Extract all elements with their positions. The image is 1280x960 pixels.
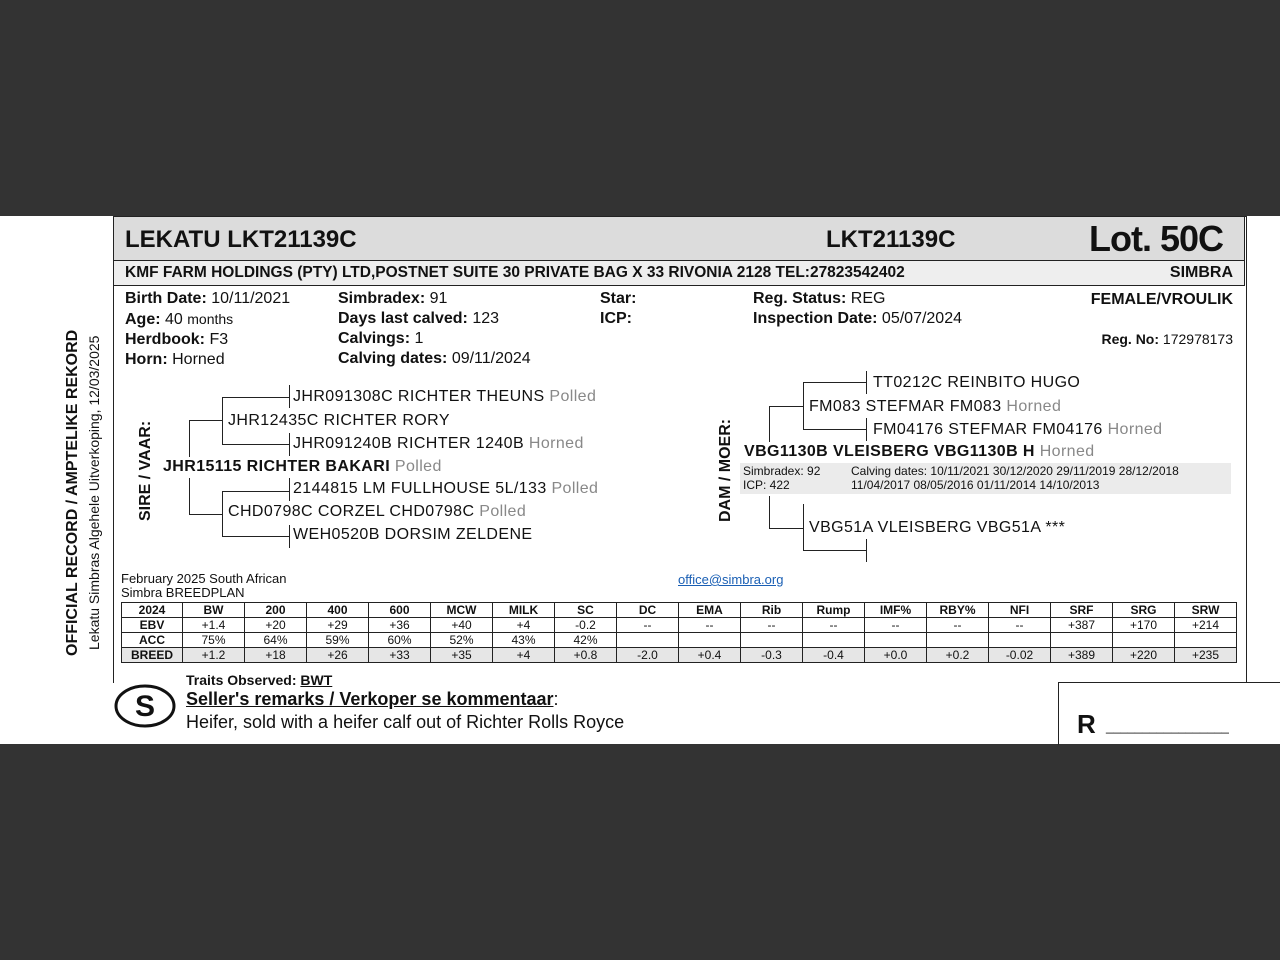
ebv-header-cell: SRW [1175, 603, 1237, 618]
ebv-header-cell: SRG [1113, 603, 1175, 618]
remarks-text: Heifer, sold with a heifer calf out of Richter Rolls Royce [186, 712, 625, 732]
ebv-header-cell: DC [617, 603, 679, 618]
sire-name: JHR15115 RICHTER BAKARI Polled [163, 458, 442, 475]
ebv-cell: 43% [493, 633, 555, 648]
breed-label: SIMBRA [1169, 264, 1233, 281]
ebv-cell: 75% [183, 633, 245, 648]
age: 40 [165, 311, 183, 328]
info-col-1: Birth Date: 10/11/2021 Age: 40 months Herdbook: F3 Horn: Horned [125, 290, 291, 368]
ebv-header-cell: 400 [307, 603, 369, 618]
days-last-calved: 123 [472, 310, 500, 327]
ebv-cell: -- [679, 618, 741, 633]
ebv-table [121, 602, 1237, 663]
sire-sire: JHR12435C RICHTER RORY [228, 412, 450, 429]
ebv-cell [989, 633, 1051, 648]
ebv-cell [617, 633, 679, 648]
ebv-cell [1175, 633, 1237, 648]
ebv-cell: 64% [245, 633, 307, 648]
ebv-header-cell: MILK [493, 603, 555, 618]
ebv-header-cell: BW [183, 603, 245, 618]
sire-dam: CHD0798C CORZEL CHD0798C Polled [228, 503, 527, 520]
ebv-cell [1113, 633, 1175, 648]
ebv-header-row [122, 603, 1237, 618]
traits-observed: Traits Observed: BWT [186, 672, 333, 688]
ebv-cell: -0.4 [803, 648, 865, 663]
dam-name: VBG1130B VLEISBERG VBG1130B H Horned [744, 443, 1095, 460]
price-r-label: R [1077, 709, 1096, 739]
ebv-cell: +1.2 [183, 648, 245, 663]
ebv-cell: +29 [307, 618, 369, 633]
ebv-row [122, 648, 1237, 663]
horn: Horned [172, 351, 225, 368]
breedplan-note: February 2025 South African Simbra BREEDPLAN [121, 571, 287, 600]
ebv-cell: +214 [1175, 618, 1237, 633]
ebv-cell: +35 [431, 648, 493, 663]
ebv-cell: +36 [369, 618, 431, 633]
ebv-cell: +26 [307, 648, 369, 663]
sire-dam-sire: 2144815 LM FULLHOUSE 5L/133 Polled [293, 480, 599, 497]
inspection-date: 05/07/2024 [881, 310, 962, 327]
info-col-3 [600, 289, 636, 329]
calvings: 1 [414, 330, 424, 347]
info-col-4: Reg. Status: REG Inspection Date: 05/07/2024 [753, 290, 962, 327]
lot-header [113, 216, 1245, 261]
ebv-cell [741, 633, 803, 648]
ebv-cell [865, 633, 927, 648]
ebv-cell: -2.0 [617, 648, 679, 663]
dam-label: DAM / MOER: [717, 418, 734, 522]
sire-dam-dam: WEH0520B DORSIM ZELDENE [293, 526, 533, 543]
icp-label: ICP: [600, 310, 632, 327]
ebv-cell: -- [989, 618, 1051, 633]
dam-icp: ICP: 422 [743, 478, 790, 492]
ebv-cell: +20 [245, 618, 307, 633]
ebv-cell: +387 [1051, 618, 1113, 633]
ebv-row-label: ACC [122, 633, 183, 648]
dam-simbradex: Simbradex: 92 [743, 464, 821, 478]
ebv-cell [927, 633, 989, 648]
ebv-cell: -- [741, 618, 803, 633]
reg-status: REG [850, 290, 886, 307]
dam-sire-dam: FM04176 STEFMAR FM04176 Horned [873, 421, 1163, 438]
ebv-cell: 60% [369, 633, 431, 648]
ebv-header-cell: SC [555, 603, 617, 618]
ebv-cell: +40 [431, 618, 493, 633]
sex-label: FEMALE/VROULIK [1090, 291, 1233, 308]
birth-date: 10/11/2021 [211, 290, 291, 307]
price-box [1058, 682, 1280, 745]
ebv-cell: 59% [307, 633, 369, 648]
ebv-cell [1051, 633, 1113, 648]
ebv-header-cell: EMA [679, 603, 741, 618]
ebv-cell: +18 [245, 648, 307, 663]
animal-name: LEKATU LKT21139C [125, 226, 357, 253]
owner-address: KMF FARM HOLDINGS (PTY) LTD,POSTNET SUITE 30 PRIVATE BAG X 33 RIVONIA 2128 TEL:27823542402 [125, 264, 905, 281]
ebv-cell: +235 [1175, 648, 1237, 663]
ebv-header-cell: RBY% [927, 603, 989, 618]
ebv-row [122, 618, 1237, 633]
dam-sire-sire: TT0212C REINBITO HUGO [873, 374, 1081, 391]
animal-id: LKT21139C [826, 226, 956, 253]
star-label: Star: [600, 290, 637, 307]
svg-text:S: S [134, 690, 156, 723]
ebv-cell: +0.4 [679, 648, 741, 663]
ebv-header-cell: IMF% [865, 603, 927, 618]
ebv-cell: -0.3 [741, 648, 803, 663]
ebv-cell: +4 [493, 648, 555, 663]
ebv-header-cell: 2024 [122, 603, 183, 618]
ebv-cell: -- [927, 618, 989, 633]
ebv-cell: +170 [1113, 618, 1175, 633]
official-record-label: OFFICIAL RECORD / AMPTELIKE REKORD [64, 329, 81, 656]
info-col-2: Simbradex: 91 Days last calved: 123 Calvings: 1 Calving dates: 09/11/2024 [338, 290, 531, 367]
ebv-cell [803, 633, 865, 648]
ebv-cell: -- [803, 618, 865, 633]
auction-label: Lekatu Simbras Algehele Uitverkoping, 12/03/2025 [86, 335, 102, 650]
ebv-row-label: BREED [122, 648, 183, 663]
ebv-cell: -- [617, 618, 679, 633]
ebv-cell: -0.2 [555, 618, 617, 633]
dam-sire: FM083 STEFMAR FM083 Horned [809, 398, 1062, 415]
ebv-cell [679, 633, 741, 648]
ebv-header-cell: Rump [803, 603, 865, 618]
ebv-cell: +1.4 [183, 618, 245, 633]
ebv-cell: +4 [493, 618, 555, 633]
sire-sire-sire: JHR091308C RICHTER THEUNS Polled [293, 388, 597, 405]
ebv-cell: 52% [431, 633, 493, 648]
ebv-cell: +0.8 [555, 648, 617, 663]
ebv-header-cell: MCW [431, 603, 493, 618]
lot-sheet [0, 216, 1280, 744]
dam-dam: VBG51A VLEISBERG VBG51A *** [809, 519, 1066, 536]
ebv-cell: +33 [369, 648, 431, 663]
ebv-row [122, 633, 1237, 648]
dam-stats [740, 463, 1231, 494]
owner-bar [113, 261, 1245, 286]
email-link[interactable]: office@simbra.org [678, 572, 784, 587]
reg-no: Reg. No: 172978173 [1101, 331, 1233, 347]
ebv-row-label: EBV [122, 618, 183, 633]
remarks-heading: Seller's remarks / Verkoper se kommentaar: [186, 689, 559, 709]
ebv-header-cell: 200 [245, 603, 307, 618]
price-line: _________________ [1106, 719, 1229, 734]
simbradex: 91 [429, 290, 448, 307]
ebv-cell: +389 [1051, 648, 1113, 663]
simbra-s-logo-icon [114, 682, 176, 730]
ebv-cell: -- [865, 618, 927, 633]
dam-calving-line-1: Calving dates: 10/11/2021 30/12/2020 29/11/2019 28/12/2018 [851, 464, 1179, 478]
lot-number: Lot. 50C [1089, 218, 1224, 259]
ebv-header-cell: NFI [989, 603, 1051, 618]
dam-calving-line-2: 11/04/2017 08/05/2016 01/11/2014 14/10/2013 [851, 478, 1100, 492]
ebv-cell: -0.02 [989, 648, 1051, 663]
ebv-cell: +0.2 [927, 648, 989, 663]
calving-dates: 09/11/2024 [451, 350, 531, 367]
ebv-cell: 42% [555, 633, 617, 648]
ebv-header-cell: 600 [369, 603, 431, 618]
ebv-header-cell: Rib [741, 603, 803, 618]
ebv-cell: +220 [1113, 648, 1175, 663]
ebv-cell: +0.0 [865, 648, 927, 663]
sire-label: SIRE / VAAR: [137, 420, 154, 521]
ebv-header-cell: SRF [1051, 603, 1113, 618]
sire-sire-dam: JHR091240B RICHTER 1240B Horned [293, 435, 584, 452]
herdbook: F3 [209, 331, 229, 348]
